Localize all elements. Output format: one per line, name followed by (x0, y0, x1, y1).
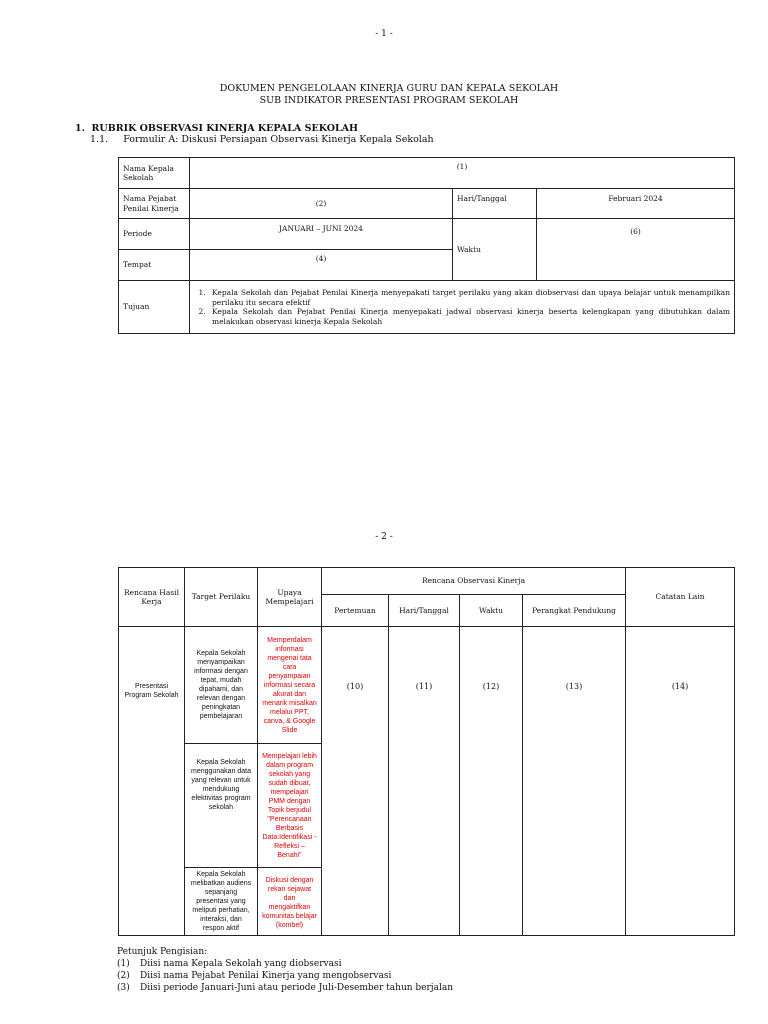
pertemuan-value: (10) (322, 627, 389, 936)
header-rencana-observasi: Rencana Observasi Kinerja (322, 568, 626, 595)
header-hari-tanggal: Hari/Tanggal (389, 595, 460, 627)
hari-tanggal-value: (11) (389, 627, 460, 936)
instruction-number: (2) (117, 971, 130, 981)
target-cell: Kepala Sekolah melibatkan audiens sepanjang presentasi yang meliputi perhatian, interaksi, dan respon aktif (185, 868, 258, 936)
instruction-number: (1) (117, 959, 130, 969)
waktu-value: (6) (537, 219, 735, 281)
document-title (0, 83, 768, 107)
upaya-cell: Mempelajari lebih dalam program sekolah yang sudah dibuat, mempelajari PMM dengan Topik berjudul "Perencanaan Berbasis Data:Identifikasi - Refleksi – Benahi" (258, 744, 322, 868)
instruction-item (117, 970, 453, 982)
observation-plan-table (118, 567, 735, 936)
waktu-value: (12) (460, 627, 523, 936)
header-pertemuan: Pertemuan (322, 595, 389, 627)
tujuan-label: Tujuan (119, 281, 190, 334)
rencana-hasil-value: Presentasi Program Sekolah (119, 627, 185, 936)
page-number: - 2 - (375, 532, 393, 542)
nama-kepala-label: Nama Kepala Sekolah (119, 158, 190, 189)
upaya-cell: Memperdalam informasi mengenai tata cara penyampaian informasi secara akurat dan menarik misalkan melalui PPT, canva, & Google Slide (258, 627, 322, 744)
section-heading: 1. RUBRIK OBSERVASI KINERJA KEPALA SEKOLAH (75, 123, 359, 134)
upaya-cell: Diskusi dengan rekan sejawat dan mengaktifkan komunitas belajar (kombel) (258, 868, 322, 936)
header-waktu: Waktu (460, 595, 523, 627)
periode-value: JANUARI – JUNI 2024 (190, 219, 453, 250)
title-line-1: DOKUMEN PENGELOLAAN KINERJA GURU DAN KEPALA SEKOLAH (219, 83, 559, 94)
nama-pejabat-value: (2) (190, 189, 453, 219)
target-cell: Kepala Sekolah menggunakan data yang relevan untuk mendukung efektivitas program sekolah (185, 744, 258, 868)
instruction-text: Diisi periode Januari-Juni atau periode Juli-Desember tahun berjalan (140, 983, 453, 993)
instruction-item (117, 958, 453, 970)
title-line-2: SUB INDIKATOR PRESENTASI PROGRAM SEKOLAH (259, 95, 519, 106)
tempat-value: (4) (190, 250, 453, 281)
instruction-number: (3) (117, 983, 130, 993)
form-a-table (118, 157, 735, 334)
waktu-label: Waktu (453, 219, 537, 281)
subsection-heading: 1.1. Formulir A: Diskusi Persiapan Observasi Kinerja Kepala Sekolah (90, 134, 434, 145)
tempat-label: Tempat (119, 250, 190, 281)
header-rencana-hasil: Rencana Hasil Kerja (119, 568, 185, 627)
header-upaya: Upaya Mempelajari (258, 568, 322, 627)
instruction-text: Diisi nama Pejabat Penilai Kinerja yang mengobservasi (140, 971, 392, 981)
hari-value: Februari 2024 (537, 189, 735, 219)
catatan-value: (14) (626, 627, 735, 936)
tujuan-item: 2. Kepala Sekolah dan Pejabat Penilai Kinerja menyepakati jadwal observasi kinerja beserta kelengkapan yang dibutuhkan dalam melakukan observasi kinerja Kepala Sekolah (208, 307, 730, 326)
nama-pejabat-label: Nama Pejabat Penilai Kinerja (119, 189, 190, 219)
tujuan-item: 1. Kepala Sekolah dan Pejabat Penilai Kinerja menyepakati target perilaku yang akan diobservasi dan upaya belajar untuk menampilkan perilaku itu secara efektif (208, 288, 730, 307)
hari-label: Hari/Tanggal (453, 189, 537, 219)
header-target: Target Perilaku (185, 568, 258, 627)
periode-label: Periode (119, 219, 190, 250)
page-number: - 1 - (375, 29, 393, 39)
instructions-title: Petunjuk Pengisian: (117, 947, 208, 957)
target-cell: Kepala Sekolah menyampaikan informasi dengan tepat, mudah dipahami, dan relevan dengan peningkatan pembelajaran (185, 627, 258, 744)
header-perangkat: Perangkat Pendukung (523, 595, 626, 627)
instruction-text: Diisi nama Kepala Sekolah yang diobservasi (140, 959, 342, 969)
header-catatan: Catatan Lain (626, 568, 735, 627)
instruction-item (117, 982, 453, 994)
tujuan-value (190, 281, 735, 334)
filling-instructions (117, 946, 453, 994)
table-row (119, 627, 735, 744)
perangkat-value: (13) (523, 627, 626, 936)
nama-kepala-value: (1) (190, 158, 735, 189)
